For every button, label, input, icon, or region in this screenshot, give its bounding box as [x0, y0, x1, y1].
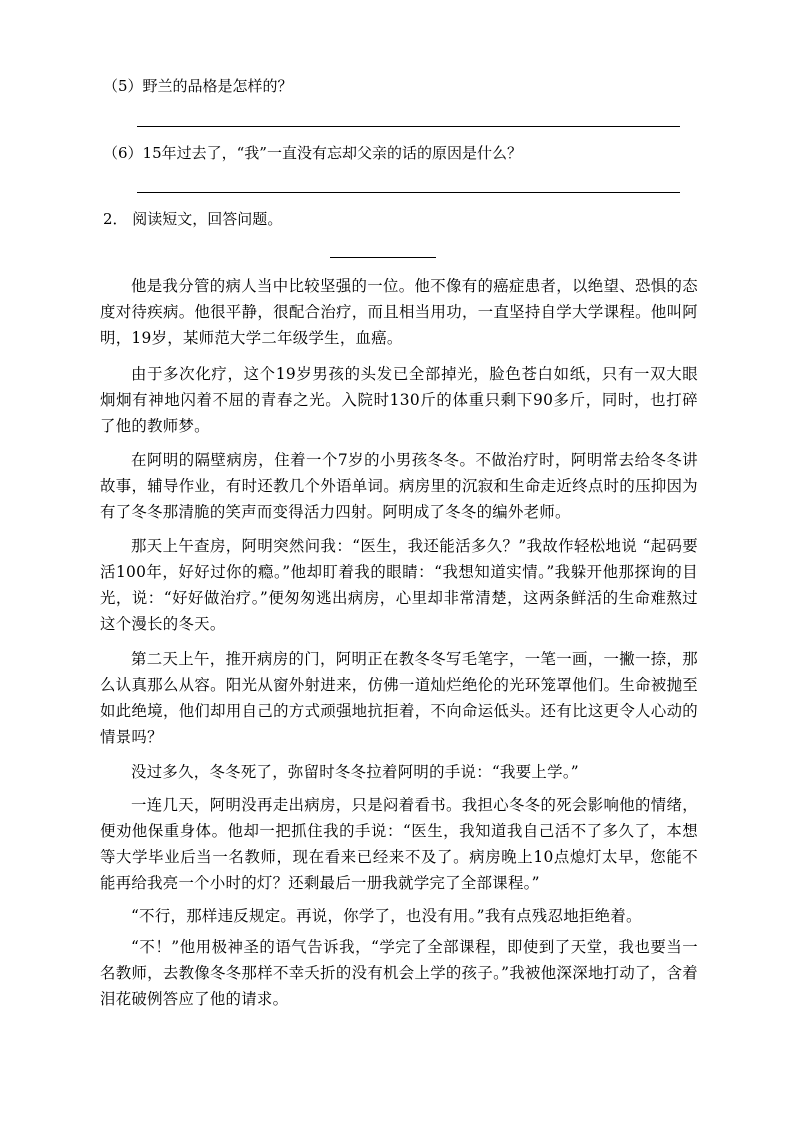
passage-title-blank: [330, 257, 436, 258]
passage-paragraph-2: 由于多次化疗，这个19岁男孩的头发已全部掉光，脸色苍白如纸，只有一双大眼炯炯有神地闪着不屈的青春之光。入院时130斤的体重只剩下90多斤，同时，也打碎了他的教师梦。: [100, 365, 698, 435]
passage-paragraph-7: 一连几天，阿明没再走出病房，只是闷着看书。我担心冬冬的死会影响他的情绪，便劝他保重身体。他却一把抓住我的手说：“医生，我知道我自己活不了多久了，本想等大学毕业后当一名教师，现在看来已经来不及了。病房晚上10点熄灯太早，您能不能再给我亮一个小时的灯？还剩最后一册我就学完了全部课程。”: [100, 796, 698, 892]
passage-paragraph-6: 没过多久，冬冬死了，弥留时冬冬拉着阿明的手说：“我要上学。”: [131, 763, 579, 781]
passage-paragraph-8: “不行，那样违反规定。再说，你学了，也没有用。”我有点残忍地拒绝着。: [131, 907, 642, 925]
passage-paragraph-5: 第二天上午，推开病房的门，阿明正在教冬冬写毛笔字，一笔一画，一撇一捺，那么认真那么从容。阳光从窗外射进来，仿佛一道灿烂绝伦的光环笼罩他们。生命被抛至如此绝境，他们却用自己的方式顽强地抗拒着，不向命运低头。还有比这更令人心动的情景吗？: [100, 650, 698, 746]
passage-paragraph-9: “不！”他用极神圣的语气告诉我，“学完了全部课程，即使到了天堂，我也要当一名教师，去教像冬冬那样不幸夭折的没有机会上学的孩子。”我被他深深地打动了，含着泪花破例答应了他的请求。: [100, 938, 698, 1008]
question-5: （5）野兰的品格是怎样的？: [103, 77, 293, 95]
question-6: （6）15年过去了，“我”一直没有忘却父亲的话的原因是什么？: [103, 144, 522, 162]
passage-paragraph-3: 在阿明的隔壁病房，住着一个7岁的小男孩冬冬。不做治疗时，阿明常去给冬冬讲故事，辅导作业，有时还教几个外语单词。病房里的沉寂和生命走近终点时的压抑因为有了冬冬那清脆的笑声而变得活力四射。阿明成了冬冬的编外老师。: [100, 451, 698, 521]
answer-line-q5: [137, 126, 680, 127]
section-2-heading: 2． 阅读短文，回答问题。: [103, 210, 283, 228]
passage-paragraph-1: 他是我分管的病人当中比较坚强的一位。他不像有的癌症患者，以绝望、恐惧的态度对待疾病。他很平静，很配合治疗，而且相当用功，一直坚持自学大学课程。他叫阿明，19岁，某师范大学二年级学生，血癌。: [100, 277, 698, 347]
passage-paragraph-4: 那天上午查房，阿明突然问我：“医生，我还能活多久？”我故作轻松地说 “起码要活100年，好好过你的瘾。”他却盯着我的眼睛：“我想知道实情。”我躲开他那探询的目光，说：“好好做治疗。”便匆匆逃出病房，心里却非常清楚，这两条鲜活的生命难熬过这个漫长的冬天。: [100, 537, 698, 633]
answer-line-q6: [137, 192, 680, 193]
